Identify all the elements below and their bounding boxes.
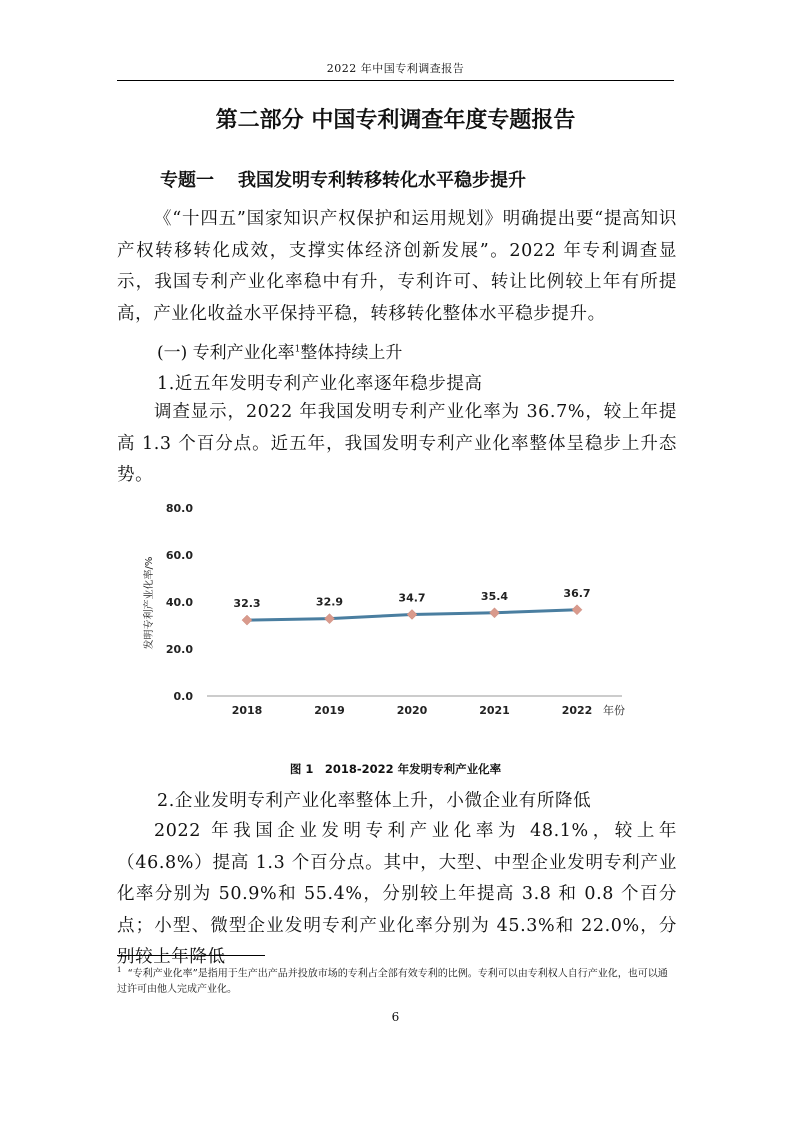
data-label: 34.7 <box>398 591 426 605</box>
section-1-heading <box>157 338 402 363</box>
figure-caption: 图 1 2018-2022 年发明专利产业化率 <box>289 762 502 776</box>
subsection-1-paragraph: 调查显示，2022 年我国发明专利产业化率为 36.7%，较上年提高 1.3 个百分点。近五年，我国发明专利产业化率整体呈稳步上升态势。 <box>117 402 677 485</box>
y-tick-label: 0.0 <box>173 690 193 703</box>
part-title: 第二部分 中国专利调查年度专题报告 <box>215 107 576 133</box>
data-point <box>490 608 500 618</box>
footnote-text: “专利产业化率”是指用于生产出产品并投放市场的专利占全部有效专利的比例。专利可以由专利权人自行产业化，也可以通过许可由他人完成产业化。 <box>117 968 668 996</box>
subsection-2-paragraph: 2022 年我国企业发明专利产业化率为 48.1%，较上年（46.8%）提高 1.3 个百分点。其中，大型、中型企业发明专利产业化率分别为 50.9%和 55.4%，分别较上年提高 3.8 和 0.8 个百分点；小型、微型企业发明专利产业化率分别为 45.3%和 22.0%，分别较上年降低 <box>117 821 677 967</box>
footnote <box>117 962 677 998</box>
data-label: 35.4 <box>480 589 509 603</box>
data-point <box>242 615 252 625</box>
topic-heading: 我国发明专利转移转化水平稳步提升 <box>238 170 526 191</box>
topic-number: 专题一 <box>160 170 214 191</box>
page-number: 6 <box>391 1010 400 1024</box>
y-tick-label: 60.0 <box>165 549 193 562</box>
y-tick-label: 40.0 <box>165 596 193 609</box>
subsection-1-heading: 1.近五年发明专利产业化率逐年稳步提高 <box>157 374 483 394</box>
data-point <box>407 609 417 619</box>
header-rule <box>117 80 674 81</box>
subsection-2-heading: 2.企业发明专利产业化率整体上升，小微企业有所降低 <box>157 791 592 811</box>
data-label: 36.7 <box>563 586 591 600</box>
data-label: 32.3 <box>233 597 261 611</box>
data-point <box>325 614 335 624</box>
x-tick-label: 2020 <box>396 704 428 717</box>
y-tick-label: 20.0 <box>165 643 193 656</box>
x-tick-label: 2021 <box>479 704 510 717</box>
topic-title <box>160 166 526 192</box>
y-axis-label: 发明专利产业化率/% <box>144 556 155 650</box>
data-point <box>572 605 582 615</box>
footnote-rule <box>117 955 265 956</box>
x-tick-label: 2022 <box>561 704 593 717</box>
running-header: 2022 年中国专利调查报告 <box>326 62 465 75</box>
section-1-heading-tail: 整体持续上升 <box>300 343 403 363</box>
footnote-reference[interactable]: 1 <box>294 344 301 355</box>
y-tick-label: 80.0 <box>165 502 193 515</box>
production-rate-line-chart <box>117 488 637 728</box>
x-axis-label: 年份 <box>603 704 625 717</box>
intro-paragraph: 《“十四五”国家知识产权保护和运用规划》明确提出要“提高知识产权转移转化成效，支撑实体经济创新发展”。2022 年专利调查显示，我国专利产业化率稳中有升，专利许可、转让比例较上年有所提高，产业化收益水平保持平稳，转移转化整体水平稳步提升。 <box>117 209 677 324</box>
footnote-mark: 1 <box>117 966 122 974</box>
x-tick-label: 2019 <box>314 704 345 717</box>
x-tick-label: 2018 <box>231 704 263 717</box>
data-label: 32.9 <box>315 595 344 609</box>
section-1-heading-text: (一) 专利产业化率 <box>157 343 295 363</box>
